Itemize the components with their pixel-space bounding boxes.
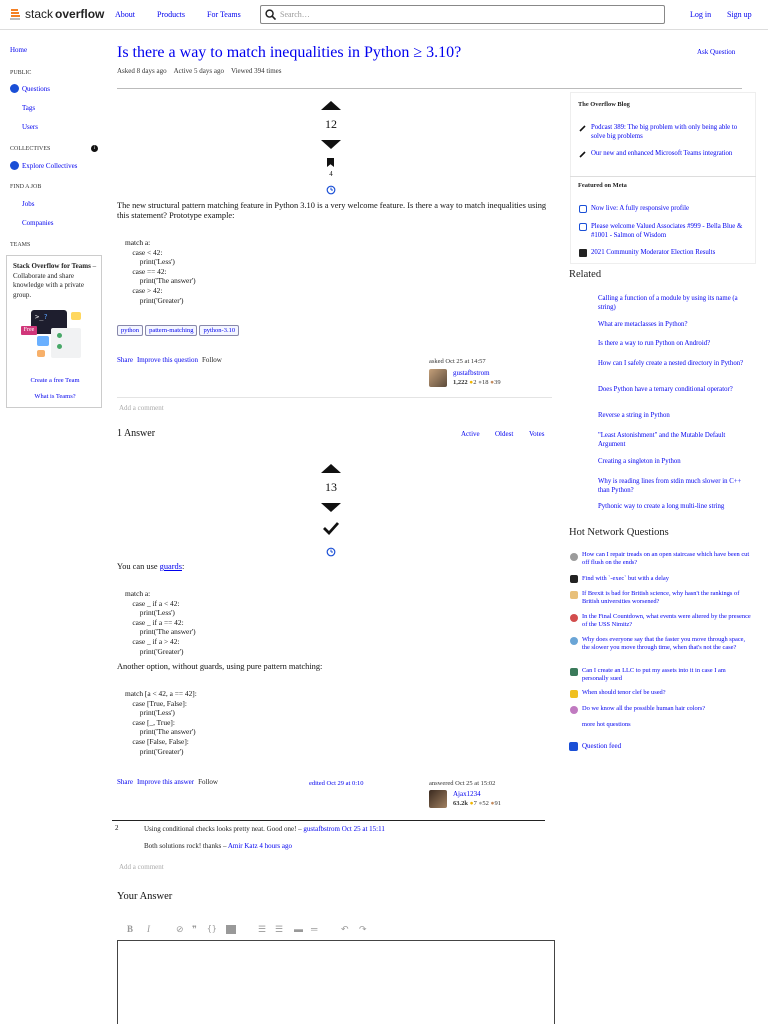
answer-vote-up-button[interactable]	[321, 464, 341, 473]
search-input[interactable]	[260, 5, 665, 24]
question-user-stats: 1,222 ●2 ●18 ●39	[453, 379, 501, 386]
site-icon	[570, 614, 578, 622]
quote-button[interactable]: ❞	[192, 924, 197, 934]
sidebar-item-jobs[interactable]: Jobs	[22, 200, 35, 208]
sidebar-item-explore-collectives[interactable]: Explore Collectives	[22, 162, 78, 170]
ask-question-button[interactable]: Ask Question	[697, 48, 736, 56]
meta-item[interactable]: Please welcome Valued Associates #999 - Bella Blue & #1001 - Salmon of Wisdom	[591, 223, 743, 239]
ordered-list-button[interactable]: ☰	[258, 924, 267, 934]
hot-question-item[interactable]: Why does everyone say that the faster you move through space, the slower you move through time, when that's not the case?	[582, 636, 746, 651]
related-item[interactable]: What are metaclasses in Python?	[598, 321, 688, 328]
comment-user-link[interactable]: Amir Katz	[227, 842, 258, 850]
related-item[interactable]: How can I safely create a nested directory in Python?	[598, 360, 744, 367]
related-item[interactable]: "Least Astonishment" and the Mutable Default Argument	[598, 432, 726, 448]
answer-actions	[117, 777, 218, 786]
free-badge: Free	[21, 326, 37, 335]
blog-item[interactable]: Our new and enhanced Microsoft Teams integration	[591, 150, 733, 157]
asked-label: Asked	[117, 67, 135, 75]
follow-answer-link[interactable]: Follow	[198, 778, 218, 786]
sort-votes-tab[interactable]: Votes	[529, 430, 545, 438]
related-item[interactable]: Pythonic way to create a long multi-line string	[598, 503, 725, 510]
comment-time-link[interactable]: Oct 25 at 15:11	[341, 825, 385, 833]
share-answer-link[interactable]: Share	[117, 778, 133, 786]
hot-question-item[interactable]: How can I repair treads on an open staircase which have been cut off flush on the ends?	[582, 551, 750, 566]
related-item[interactable]: Why is reading lines from stdin much slower in C++ than Python?	[598, 478, 742, 494]
sidebar-item-questions[interactable]: Questions	[22, 85, 50, 93]
add-answer-comment-link[interactable]: Add a comment	[119, 863, 164, 871]
collectives-label: COLLECTIVES	[10, 146, 51, 152]
viewed-value: 394 times	[254, 67, 282, 75]
sidebar-item-companies[interactable]: Companies	[22, 219, 54, 227]
follow-question-link[interactable]: Follow	[202, 356, 222, 364]
answer-code-block-2: match [a < 42, a == 42]: case [True, False]: print('Less') case [_, True]: print('The answer') case [False, False]: print('Greater')	[125, 689, 197, 756]
sort-active-tab[interactable]: Active	[461, 430, 480, 438]
comment-user-link[interactable]: gustafbstrom	[303, 825, 340, 833]
nav-about[interactable]: About	[115, 10, 135, 19]
add-comment-link[interactable]: Add a comment	[119, 404, 164, 412]
stack-logo-icon	[9, 7, 23, 21]
bold-button[interactable]: B	[127, 924, 134, 934]
related-title: Related	[569, 269, 602, 280]
related-item[interactable]: Calling a function of a module by using its name (a string)	[598, 295, 738, 311]
meta-chat-icon	[579, 205, 587, 213]
teams-promo-title: Stack Overflow for Teams	[13, 262, 91, 270]
sidebar-item-users[interactable]: Users	[22, 123, 38, 131]
bronze-count: 91	[494, 800, 501, 807]
site-icon	[570, 591, 578, 599]
gold-count: 2	[473, 379, 477, 386]
related-item[interactable]: Does Python have a ternary conditional operator?	[598, 386, 733, 393]
question-feed-link[interactable]: Question feed	[582, 742, 622, 750]
nav-products[interactable]: Products	[157, 10, 185, 19]
related-item[interactable]: Is there a way to run Python on Android?	[598, 340, 711, 347]
related-item[interactable]: Reverse a string in Python	[598, 412, 670, 419]
meta-chat-icon	[579, 223, 587, 231]
site-icon	[570, 706, 578, 714]
teams-promo-text	[13, 262, 97, 300]
user-reputation: 63.2k	[453, 800, 468, 807]
hot-question-item[interactable]: When should tenor clef be used?	[582, 689, 666, 696]
bullet-list-button[interactable]: ☰	[275, 924, 284, 934]
history-icon[interactable]	[326, 185, 336, 195]
teams-illustration	[17, 308, 83, 360]
pencil-icon	[579, 151, 586, 158]
teams-promo-desc: – Collaborate and share knowledge with a private group.	[13, 262, 97, 299]
sidebar-item-tags[interactable]: Tags	[22, 104, 36, 112]
answer-editor[interactable]	[117, 940, 555, 1024]
collectives-icon	[10, 161, 19, 170]
comment-1	[144, 825, 385, 833]
italic-button[interactable]: I	[147, 924, 150, 934]
answer-edited-link[interactable]: edited Oct 29 at 0:10	[309, 780, 364, 787]
link-button[interactable]: ⊘	[176, 924, 184, 934]
search-icon	[265, 9, 276, 20]
meta-item[interactable]: Now live: A fully responsive profile	[591, 205, 689, 212]
nav-for-teams[interactable]: For Teams	[207, 10, 241, 19]
divider	[117, 397, 552, 398]
meta-title: Featured on Meta	[578, 182, 627, 189]
bronze-count: 39	[494, 379, 501, 386]
question-tags	[117, 325, 241, 336]
sidebar-item-home[interactable]: Home	[10, 46, 28, 54]
meta-item[interactable]: 2021 Community Moderator Election Results	[591, 249, 716, 256]
question-actions	[117, 355, 222, 364]
hot-network-title: Hot Network Questions	[569, 527, 669, 538]
tag-pattern-matching[interactable]: pattern-matching	[145, 325, 197, 336]
more-hot-questions-link[interactable]: more hot questions	[582, 721, 631, 728]
tag-python[interactable]: python	[117, 325, 143, 336]
gold-count: 7	[473, 800, 477, 807]
answer-user-stats: 63.2k ●7 ●52 ●91	[453, 800, 501, 807]
comment-text: Using conditional checks looks pretty neat. Good one! –	[144, 825, 302, 833]
comment-score: 2	[115, 824, 119, 832]
find-job-label: FIND A JOB	[10, 184, 42, 190]
answer-history-icon[interactable]	[326, 547, 336, 557]
comment-2	[144, 842, 292, 850]
sort-oldest-tab[interactable]: Oldest	[495, 430, 514, 438]
teams-label: TEAMS	[10, 242, 31, 248]
site-icon	[570, 637, 578, 645]
question-vote-down-button[interactable]	[321, 140, 341, 149]
pencil-icon	[579, 125, 586, 132]
active-label: Active	[173, 67, 193, 75]
image-button[interactable]	[226, 925, 236, 934]
answer-code-block-1: match a: case _ if a < 42: print('Less') case _ if a == 42: print('The answer') case _ if a > 42: print('Greater')	[125, 589, 196, 656]
rule-button[interactable]: ═	[311, 924, 318, 934]
answers-count: 1 Answer	[117, 428, 156, 439]
question-body-text: The new structural pattern matching feature in Python 3.10 is a very welcome feature. Is there a way to match inequalities using this statement? Prototype example:	[117, 201, 547, 220]
accepted-check-icon	[322, 521, 340, 535]
hot-question-item[interactable]: In the Final Countdown, what events were altered by the presence of the USS Nimitz?	[582, 613, 751, 628]
undo-button[interactable]: ↶	[341, 924, 349, 934]
answer-user-name[interactable]: Ajax1234	[453, 790, 481, 798]
viewed-label: Viewed	[230, 67, 253, 75]
top-bar	[0, 0, 768, 30]
question-meta	[117, 67, 282, 75]
silver-count: 18	[482, 379, 489, 386]
answer-vote-down-button[interactable]	[321, 503, 341, 512]
improve-answer-link[interactable]: Improve this answer	[136, 778, 195, 786]
logo-prefix: stack	[25, 7, 54, 21]
info-icon[interactable]: i	[91, 145, 98, 152]
redo-button[interactable]: ↷	[359, 924, 367, 934]
guards-link[interactable]: guards	[159, 562, 182, 571]
question-user-name[interactable]: gustafbstrom	[453, 369, 490, 377]
avatar[interactable]	[429, 369, 447, 387]
answer-score: 13	[325, 480, 337, 494]
site-icon	[570, 668, 578, 676]
signup-link[interactable]: Sign up	[727, 10, 752, 19]
logo-suffix: overflow	[55, 7, 105, 21]
create-team-button[interactable]: Create a free Team	[30, 377, 80, 384]
active-value: 5 days ago	[194, 67, 224, 75]
avatar[interactable]	[429, 790, 447, 808]
bookmark-count: 4	[329, 170, 333, 178]
divider	[117, 88, 742, 89]
answer-second-text: Another option, without guards, using pure pattern matching:	[117, 662, 323, 671]
hot-question-item[interactable]: If Brexit is bad for British science, why hasn't the rankings of British universities worsened?	[582, 590, 740, 605]
terminal-icon: >_?	[31, 310, 67, 334]
hot-question-item[interactable]: Find with `-exec` but with a delay	[582, 575, 669, 582]
blog-title: The Overflow Blog	[578, 101, 630, 108]
site-icon	[570, 553, 578, 561]
question-score: 12	[325, 117, 337, 131]
code-button[interactable]: {}	[207, 924, 217, 933]
improve-question-link[interactable]: Improve this question	[136, 356, 199, 364]
related-item[interactable]: Creating a singleton in Python	[598, 458, 681, 465]
question-code-block: match a: case < 42: print('Less') case == 42: print('The answer') case > 42: print('Greater')	[125, 238, 196, 305]
question-asked-time: asked Oct 25 at 14:57	[429, 358, 486, 365]
heading-button[interactable]: ▬	[294, 924, 303, 934]
site-icon	[570, 690, 578, 698]
hot-question-item[interactable]: Can I create an LLC to put my assets into it in case I am personally sued	[582, 667, 726, 682]
asked-value: 8 days ago	[136, 67, 167, 75]
your-answer-heading: Your Answer	[117, 891, 173, 902]
hot-question-item[interactable]: Do we know all the possible human hair colors?	[582, 705, 706, 712]
site-icon	[570, 575, 578, 583]
rss-icon	[569, 742, 578, 751]
globe-icon	[10, 84, 19, 93]
stack-exchange-icon	[579, 249, 587, 257]
user-reputation: 1,222	[453, 379, 468, 386]
blog-item[interactable]: Podcast 389: The big problem with only being able to solve big problems	[591, 124, 738, 140]
teams-promo	[6, 255, 102, 408]
bookmark-icon[interactable]	[327, 158, 334, 167]
answer-intro-text: You can use guards:	[117, 562, 185, 571]
comment-text: Both solutions rock! thanks –	[144, 842, 227, 850]
comment-time-link[interactable]: 4 hours ago	[259, 842, 292, 850]
what-is-teams-link[interactable]: What is Teams?	[34, 393, 76, 400]
public-label: PUBLIC	[10, 70, 32, 76]
site-logo[interactable]	[9, 7, 104, 21]
question-vote-up-button[interactable]	[321, 101, 341, 110]
search-placeholder: Search…	[280, 10, 310, 19]
share-question-link[interactable]: Share	[117, 356, 133, 364]
answer-answered-time: answered Oct 25 at 15:02	[429, 780, 496, 787]
page-title[interactable]: Is there a way to match inequalities in Python ≥ 3.10?	[117, 44, 462, 61]
login-link[interactable]: Log in	[690, 10, 712, 19]
silver-count: 52	[482, 800, 489, 807]
divider	[112, 820, 545, 821]
tag-python-3-10[interactable]: python-3.10	[199, 325, 239, 336]
